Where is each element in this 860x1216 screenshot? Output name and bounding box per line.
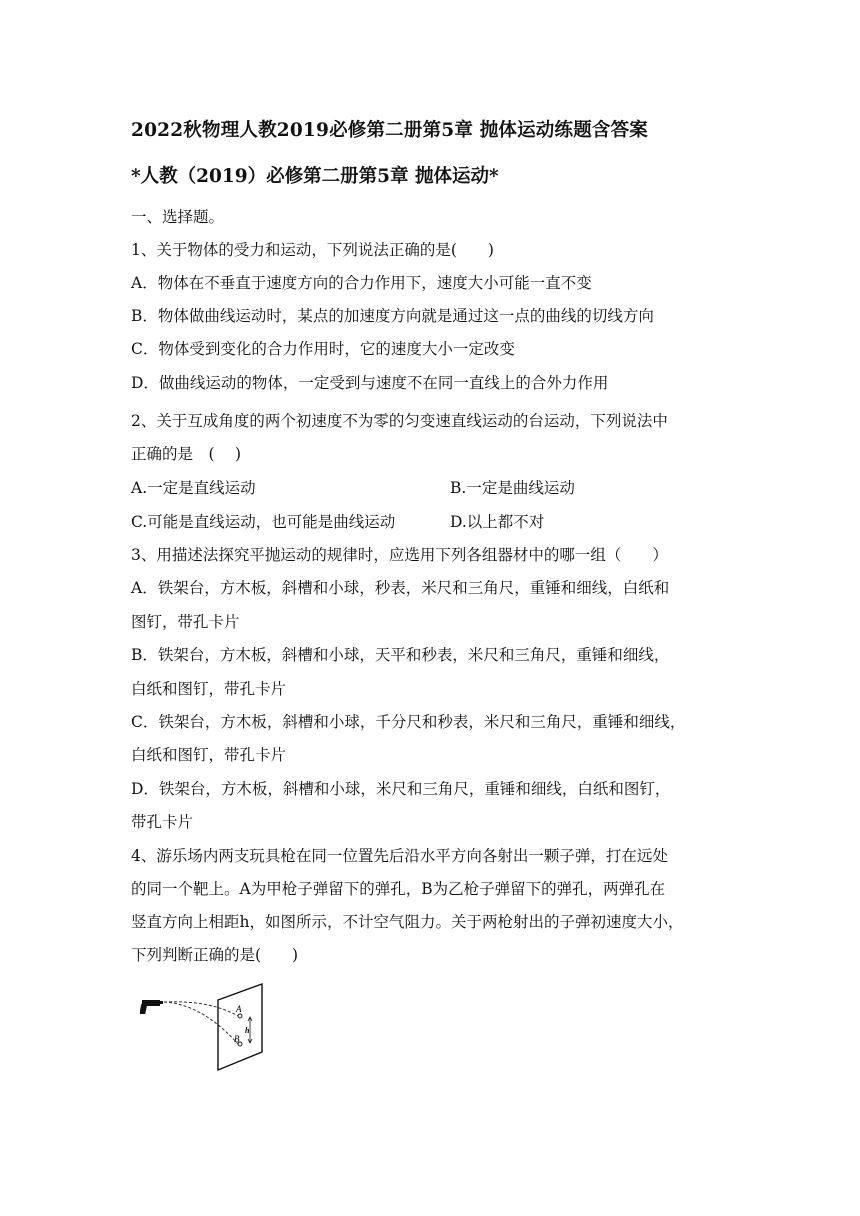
q1-stem: 1、关于物体的受力和运动，下列说法正确的是( ) [131,241,494,259]
label-b: B [234,1034,240,1044]
trajectory-b [164,1002,238,1044]
q3-option-d-line2: 带孔卡片 [131,813,194,831]
q4-stem-line2: 的同一个靶上。A为甲枪子弹留下的弹孔，B为乙枪子弹留下的弹孔，两弹孔在 [131,880,666,898]
q2-stem-line2: 正确的是 ( ) [131,445,242,463]
document-title: 2022秋物理人教2019必修第二册第5章 抛体运动练题含答案 [131,120,648,141]
q3-option-c-line2: 白纸和图钉，带孔卡片 [131,746,287,764]
q1-option-a: A．物体在不垂直于速度方向的合力作用下，速度大小可能一直不变 [131,274,592,292]
q4-stem-line4: 下列判断正确的是( ) [131,946,299,964]
gun-icon [140,1000,163,1014]
q2-option-c: C.可能是直线运动，也可能是曲线运动 [131,513,396,531]
q2-option-b: B.一定是曲线运动 [450,479,575,497]
q3-stem: 3、用描述法探究平抛运动的规律时，应选用下列各组器材中的哪一组（ ） [131,546,668,564]
q2-stem-line1: 2、关于互成角度的两个初速度不为零的匀变速直线运动的台运动，下列说法中 [131,412,668,430]
q1-option-d: D．做曲线运动的物体，一定受到与速度不在同一直线上的合外力作用 [131,374,609,392]
q2-option-d: D.以上都不对 [450,513,545,531]
q1-option-c: C．物体受到变化的合力作用时，它的速度大小一定改变 [131,340,515,358]
q3-option-a-line1: A．铁架台，方木板，斜槽和小球，秒表，米尺和三角尺，重锤和细线，白纸和 [131,579,670,597]
document-subtitle: *人教（2019）必修第二册第5章 抛体运动* [131,166,499,187]
q1-option-b: B．物体做曲线运动时，某点的加速度方向就是通过这一点的曲线的切线方向 [131,307,654,325]
q4-stem-line3: 竖直方向上相距h，如图所示，不计空气阻力。关于两枪射出的子弹初速度大小， [131,913,684,931]
q3-option-a-line2: 图钉，带孔卡片 [131,613,240,631]
target-figure [140,982,270,1074]
q3-option-b-line1: B．铁架台，方木板，斜槽和小球，天平和秒表，米尺和三角尺，重锤和细线， [131,646,670,664]
q3-option-d-line1: D．铁架台，方木板，斜槽和小球，米尺和三角尺，重锤和细线，白纸和图钉， [131,780,671,798]
q3-option-c-line1: C．铁架台，方木板，斜槽和小球，千分尺和秒表，米尺和三角尺，重锤和细线， [131,713,686,731]
q4-stem-line1: 4、游乐场内两支玩具枪在同一位置先后沿水平方向各射出一颗子弹，打在远处 [131,847,668,865]
q3-option-b-line2: 白纸和图钉，带孔卡片 [131,680,287,698]
label-h: h [245,1026,250,1035]
q2-option-a: A.一定是直线运动 [131,479,256,497]
section-heading: 一、选择题。 [131,208,225,226]
hole-a [238,1014,242,1018]
label-a: A [236,1004,242,1014]
target-board [218,984,262,1070]
